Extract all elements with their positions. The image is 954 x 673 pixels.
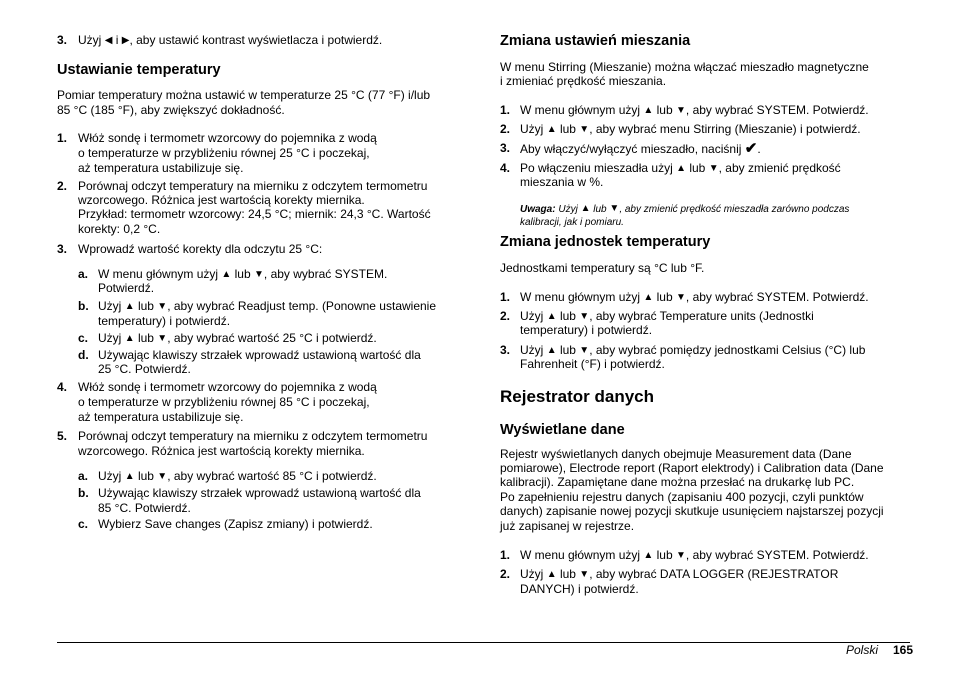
- substep-letter: a.: [78, 267, 89, 281]
- text: lub: [137, 299, 154, 313]
- step-text: Włóż sondę i termometr wzorcowy do pojemnika z wodą: [78, 131, 377, 145]
- text: , aby ustawić kontrast wyświetlacza i potwierdź.: [129, 33, 383, 47]
- text: , aby wybrać SYSTEM.: [263, 267, 388, 281]
- text: .: [757, 142, 761, 156]
- paragraph: Jednostkami temperatury są °C lub °F.: [500, 261, 705, 275]
- text: lub: [656, 103, 673, 117]
- text: Użyj: [558, 204, 578, 215]
- substep-letter: b.: [78, 299, 89, 313]
- text: , aby wybrać DATA LOGGER (REJESTRATOR: [589, 567, 839, 581]
- paragraph: już zapisanej w rejestrze.: [500, 519, 635, 533]
- substep-text: Używając klawiszy strzałek wprowadź ustawioną wartość dla: [98, 486, 421, 500]
- arrow-down-icon: ▼: [579, 124, 590, 135]
- arrow-up-icon: ▲: [643, 550, 654, 561]
- text: W menu głównym użyj: [520, 290, 641, 304]
- arrow-up-icon: ▲: [643, 105, 654, 116]
- arrow-down-icon: ▼: [579, 345, 590, 356]
- substep-text: Wybierz Save changes (Zapisz zmiany) i potwierdź.: [98, 517, 373, 531]
- note: kalibracji, jak i pomiaru.: [520, 217, 624, 228]
- text: , aby wybrać pomiędzy jednostkami Celsius (°C) lub: [589, 343, 866, 357]
- substep-letter: c.: [78, 331, 89, 345]
- step-text: [520, 122, 861, 138]
- step-number: 4.: [57, 380, 68, 394]
- step-text: Porównaj odczyt temperatury na mierniku z odczytem termometru: [78, 429, 428, 443]
- paragraph: Pomiar temperatury można ustawić w temperaturze 25 °C (77 °F) i/lub: [57, 88, 431, 102]
- text: lub: [234, 267, 251, 281]
- substep-text: [98, 469, 377, 485]
- text: lub: [689, 161, 706, 175]
- paragraph: kalibracji). Zapamiętane dane można przesłać na drukarkę lub PC.: [500, 475, 855, 489]
- step-text: [520, 290, 869, 306]
- arrow-up-icon: ▲: [546, 311, 557, 322]
- substep-text: 85 °C. Potwierdź.: [98, 501, 191, 515]
- text: W menu głównym użyj: [520, 548, 641, 562]
- text: lub: [559, 343, 576, 357]
- step-number: 4.: [500, 161, 511, 175]
- text: i: [115, 33, 119, 47]
- note-label: Uwaga:: [520, 204, 556, 215]
- text: lub: [559, 122, 576, 136]
- arrow-down-icon: ▼: [254, 269, 264, 280]
- arrow-up-icon: ▲: [221, 269, 232, 280]
- text: , aby zmienić prędkość mieszadła zarówno podczas: [619, 204, 850, 215]
- step-text: mieszania w %.: [520, 175, 604, 189]
- section-heading-displayed-data: Wyświetlane dane: [500, 422, 625, 438]
- text: lub: [137, 469, 154, 483]
- arrow-down-icon: ▼: [157, 333, 168, 344]
- paragraph: danych) zapisanie nowej pozycji skutkuje usunięciem najstarszej pozycji: [500, 504, 884, 518]
- text: , aby wybrać Readjust temp. (Ponowne ustawienie: [167, 299, 437, 313]
- step-text: Włóż sondę i termometr wzorcowy do pojemnika z wodą: [78, 380, 377, 394]
- step-number: 3.: [500, 141, 511, 155]
- step-number: 2.: [500, 309, 511, 323]
- step-number: 1.: [500, 548, 511, 562]
- page-number: 165: [893, 643, 914, 657]
- arrow-down-icon: ▼: [708, 163, 719, 174]
- substep-letter: b.: [78, 486, 89, 500]
- step-number: 5.: [57, 429, 68, 443]
- section-heading-temperature: Ustawianie temperatury: [57, 62, 221, 78]
- arrow-up-icon: ▲: [580, 203, 591, 214]
- text: , aby wybrać SYSTEM. Potwierdź.: [685, 103, 869, 117]
- step-text: wzorcowego. Różnica jest wartością korekty miernika.: [78, 193, 365, 207]
- substep-letter: c.: [78, 517, 89, 531]
- text: Użyj: [520, 122, 544, 136]
- step-text: korekty: 0,2 °C.: [78, 222, 161, 236]
- text: lub: [137, 331, 154, 345]
- arrow-down-icon: ▼: [676, 550, 686, 561]
- arrow-down-icon: ▼: [676, 105, 686, 116]
- text: Użyj: [98, 331, 122, 345]
- substep-text: 25 °C. Potwierdź.: [98, 362, 191, 376]
- text: Użyj: [520, 343, 544, 357]
- step-number: 2.: [500, 122, 511, 136]
- arrow-down-icon: ▼: [157, 301, 168, 312]
- paragraph: pomiarowe), Electrode report (Raport elektrody) i Calibration data (Dane: [500, 461, 884, 475]
- text: Aby włączyć/wyłączyć mieszadło, naciśnij: [520, 142, 742, 156]
- paragraph: 85 °C (185 °F), aby zwiększyć dokładność.: [57, 103, 285, 117]
- text: Użyj: [520, 567, 544, 581]
- arrow-right-icon: ▶: [121, 35, 130, 46]
- step-text: aż temperatura ustabilizuje się.: [78, 161, 244, 175]
- text: , aby wybrać SYSTEM. Potwierdź.: [685, 548, 869, 562]
- text: , aby wybrać Temperature units (Jednostki: [589, 309, 814, 323]
- step-number: 1.: [500, 103, 511, 117]
- text: lub: [559, 567, 576, 581]
- paragraph: Rejestr wyświetlanych danych obejmuje Measurement data (Dane: [500, 447, 852, 461]
- text: Użyj: [520, 309, 544, 323]
- chapter-heading-data-logger: Rejestrator danych: [500, 387, 654, 406]
- text: lub: [559, 309, 576, 323]
- step-text: aż temperatura ustabilizuje się.: [78, 410, 244, 424]
- text: , aby wybrać wartość 25 °C i potwierdź.: [167, 331, 377, 345]
- contrast-instruction: [78, 33, 382, 49]
- step-text: [520, 103, 869, 119]
- step-text: Wprowadź wartość korekty dla odczytu 25 °C:: [78, 242, 323, 256]
- arrow-up-icon: ▲: [124, 301, 135, 312]
- step-number: 3.: [57, 242, 68, 256]
- step-text: [520, 567, 838, 583]
- text: , aby wybrać wartość 85 °C i potwierdź.: [167, 469, 377, 483]
- arrow-up-icon: ▲: [124, 471, 135, 482]
- paragraph: i zmieniać prędkość mieszania.: [500, 74, 667, 88]
- arrow-up-icon: ▲: [546, 569, 557, 580]
- arrow-down-icon: ▼: [579, 569, 590, 580]
- text: Użyj: [78, 33, 102, 47]
- substep-text: temperatury) i potwierdź.: [98, 314, 231, 328]
- substep-text: Potwierdź.: [98, 281, 155, 295]
- text: , aby zmienić prędkość: [718, 161, 841, 175]
- step-text: DANYCH) i potwierdź.: [520, 582, 639, 596]
- text: , aby wybrać menu Stirring (Mieszanie) i potwierdź.: [589, 122, 861, 136]
- step-text: o temperaturze w przybliżeniu równej 25 °C i poczekaj,: [78, 146, 370, 160]
- arrow-down-icon: ▼: [579, 311, 590, 322]
- step-text: o temperaturze w przybliżeniu równej 85 °C i poczekaj,: [78, 395, 370, 409]
- text: , aby wybrać SYSTEM. Potwierdź.: [685, 290, 869, 304]
- text: Po włączeniu mieszadła użyj: [520, 161, 673, 175]
- text: W menu głównym użyj: [98, 267, 219, 281]
- step-number: 3.: [500, 343, 511, 357]
- step-text: Przykład: termometr wzorcowy: 24,5 °C; miernik: 24,3 °C. Wartość: [78, 207, 431, 221]
- step-number: 1.: [57, 131, 68, 145]
- text: lub: [656, 548, 673, 562]
- step-text: temperatury) i potwierdź.: [520, 323, 653, 337]
- arrow-up-icon: ▲: [546, 124, 557, 135]
- check-icon: ✔: [744, 140, 758, 157]
- paragraph: W menu Stirring (Mieszanie) można włączać mieszadło magnetyczne: [500, 60, 869, 74]
- step-number: 2.: [57, 179, 68, 193]
- section-heading-stirring: Zmiana ustawień mieszania: [500, 33, 691, 49]
- arrow-down-icon: ▼: [676, 292, 686, 303]
- substep-text: Używając klawiszy strzałek wprowadź ustawioną wartość dla: [98, 348, 421, 362]
- arrow-up-icon: ▲: [676, 163, 686, 174]
- arrow-up-icon: ▲: [546, 345, 557, 356]
- arrow-down-icon: ▼: [157, 471, 168, 482]
- step-number: 2.: [500, 567, 511, 581]
- step-text: wzorcowego. Różnica jest wartością korekty miernika.: [78, 444, 365, 458]
- step-text: Porównaj odczyt temperatury na mierniku z odczytem termometru: [78, 179, 428, 193]
- footer-divider: [57, 642, 910, 643]
- step-text: Fahrenheit (°F) i potwierdź.: [520, 357, 665, 371]
- paragraph: Po zapełnieniu rejestru danych (zapisaniu 400 pozycji, czyli punktów: [500, 490, 864, 504]
- text: Użyj: [98, 299, 122, 313]
- substep-letter: d.: [78, 348, 89, 362]
- text: W menu głównym użyj: [520, 103, 641, 117]
- arrow-down-icon: ▼: [609, 203, 620, 214]
- substep-text: [98, 299, 436, 315]
- step-number: 3.: [57, 33, 68, 47]
- step-text: [520, 548, 869, 564]
- step-text: [520, 141, 761, 157]
- text: Użyj: [98, 469, 122, 483]
- text: lub: [593, 204, 607, 215]
- substep-letter: a.: [78, 469, 89, 483]
- arrow-up-icon: ▲: [643, 292, 654, 303]
- note: [520, 203, 849, 217]
- arrow-up-icon: ▲: [124, 333, 135, 344]
- step-number: 1.: [500, 290, 511, 304]
- substep-text: [98, 331, 377, 347]
- text: lub: [656, 290, 673, 304]
- arrow-left-icon: ◀: [104, 35, 113, 46]
- section-heading-units: Zmiana jednostek temperatury: [500, 234, 711, 250]
- footer-language: Polski: [846, 643, 879, 657]
